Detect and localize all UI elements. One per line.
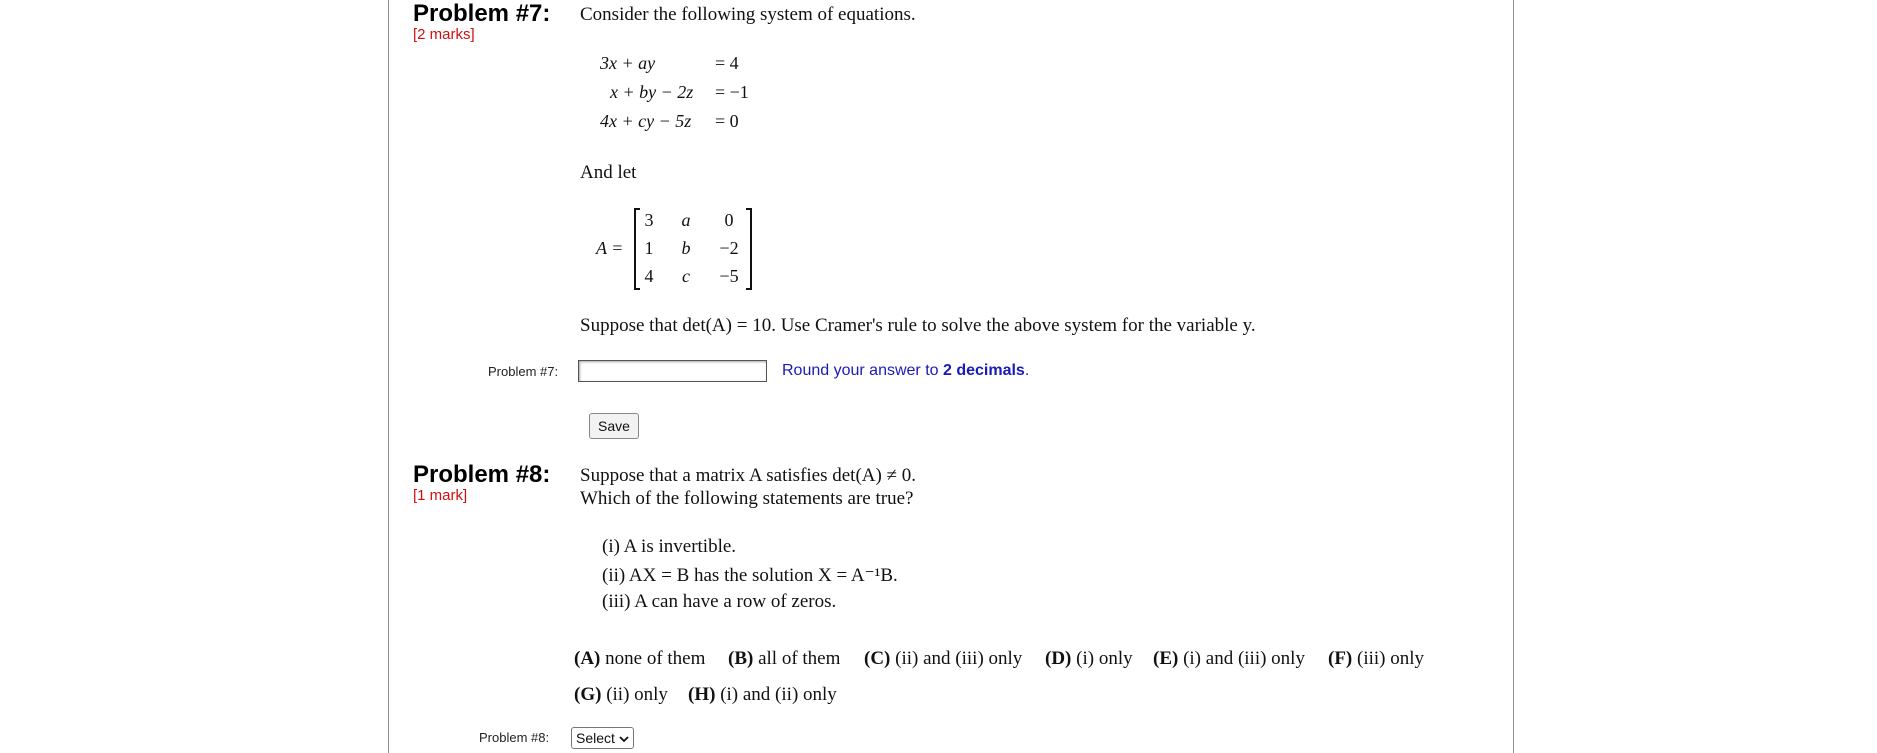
problem-8-answer-label: Problem #8:	[479, 730, 550, 745]
problem-8-intro: Suppose that a matrix A satisfies det(A) ≠ 0.	[580, 465, 917, 486]
select-value: Select	[576, 730, 615, 746]
matrix-cell: a	[681, 210, 691, 230]
option-c	[864, 648, 1022, 670]
problem-7-answer-input[interactable]	[578, 360, 767, 382]
option-b	[728, 648, 840, 670]
equation-1-lhs: 3x + ay	[600, 53, 656, 73]
option-letter: (H)	[688, 684, 716, 705]
matrix-label: A =	[596, 238, 624, 258]
option-text: (i) and (iii) only	[1183, 648, 1305, 669]
matrix-cell: b	[681, 238, 691, 258]
equation-3-rhs: = 0	[715, 111, 739, 131]
problem-8-answer-select[interactable]	[571, 727, 634, 749]
option-letter: (F)	[1328, 648, 1353, 669]
problem-7-rounding-hint	[782, 362, 1029, 380]
problem-7-answer-label: Problem #7:	[488, 364, 559, 379]
option-letter: (C)	[864, 648, 891, 669]
option-text: (ii) and (iii) only	[895, 648, 1023, 669]
equation-2-rhs: = −1	[715, 82, 749, 102]
statement-3: (iii) A can have a row of zeros.	[602, 591, 837, 612]
matrix-cell: −5	[719, 266, 739, 286]
matrix-cell: 3	[644, 210, 654, 230]
problem-7-marks: [2 marks]	[413, 26, 475, 43]
option-d	[1045, 648, 1133, 670]
problem-7-intro: Consider the following system of equations.	[580, 4, 916, 25]
option-text: (iii) only	[1357, 648, 1425, 669]
option-text: (i) and (ii) only	[720, 684, 837, 705]
problem-7-instruction: Suppose that det(A) = 10. Use Cramer's rule to solve the above system for the variable y.	[580, 315, 1256, 336]
matrix-cell: c	[682, 266, 690, 286]
option-g	[574, 684, 668, 706]
matrix-cell: 4	[644, 266, 654, 286]
option-a	[574, 648, 705, 670]
problem-8-title: Problem #8:	[413, 461, 551, 488]
matrix-cell: 0	[724, 210, 734, 230]
hint-prefix: Round your answer to	[782, 362, 939, 379]
hint-suffix: .	[1024, 362, 1030, 379]
and-let-text: And let	[580, 162, 637, 183]
matrix-cell: −2	[719, 238, 739, 258]
equation-3-lhs: 4x + cy − 5z	[600, 111, 692, 131]
option-e	[1153, 648, 1305, 670]
option-text: none of them	[605, 648, 706, 669]
problem-8-question: Which of the following statements are true?	[580, 488, 914, 509]
problem-8-marks: [1 mark]	[413, 487, 468, 504]
option-h	[688, 684, 837, 706]
option-text: all of them	[758, 648, 841, 669]
option-text: (i) only	[1076, 648, 1133, 669]
option-letter: (B)	[728, 648, 754, 669]
statement-2: (ii) AX = B has the solution X = A⁻¹B.	[602, 565, 898, 586]
option-f	[1328, 648, 1424, 670]
option-text: (ii) only	[606, 684, 668, 705]
chevron-down-icon	[619, 730, 629, 746]
option-letter: (A)	[574, 648, 601, 669]
matrix-cell: 1	[644, 238, 654, 258]
problem-7-title: Problem #7:	[413, 0, 551, 27]
save-button[interactable]: Save	[589, 413, 639, 439]
option-letter: (E)	[1153, 648, 1179, 669]
option-letter: (D)	[1045, 648, 1072, 669]
equation-2-lhs: x + by − 2z	[610, 82, 694, 102]
equation-1-rhs: = 4	[715, 53, 739, 73]
hint-bold: 2 decimals	[942, 362, 1025, 379]
matrix-right-bracket	[746, 208, 752, 290]
statement-1: (i) A is invertible.	[602, 536, 737, 557]
option-letter: (G)	[574, 684, 602, 705]
